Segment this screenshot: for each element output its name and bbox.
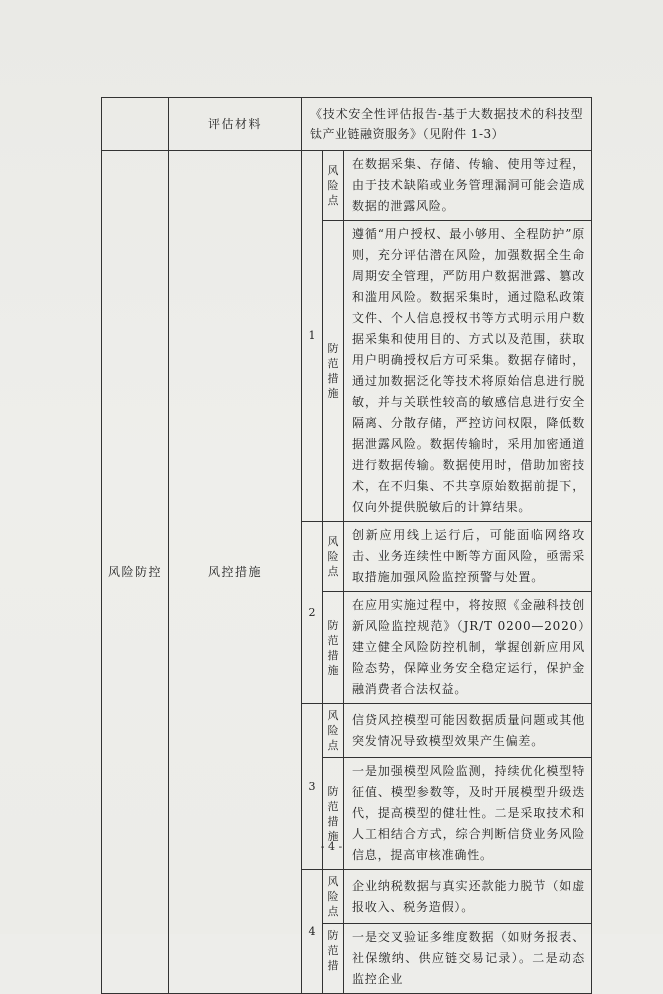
evaluation-table <box>101 97 592 994</box>
item-4-risk-label: 风 险 点 <box>323 870 344 924</box>
header-value: 《技术安全性评估报告-基于大数据技术的科技型钛产业链融资服务》（见附件 1-3） <box>302 98 592 151</box>
section-subcategory: 风控措施 <box>169 151 302 994</box>
item-2-risk-label: 风 险 点 <box>323 522 344 592</box>
item-3-measure-label: 防 范 措 施 <box>323 758 344 870</box>
header-label: 评估材料 <box>169 98 302 151</box>
item-4-measure-label: 防 范 措 <box>323 924 344 994</box>
item-3-risk-text: 信贷风控模型可能因数据质量问题或其他突发情况导致模型效果产生偏差。 <box>344 704 592 758</box>
item-1-risk-text: 在数据采集、存储、传输、使用等过程，由于技术缺陷或业务管理漏洞可能会造成数据的泄露风险。 <box>344 151 592 221</box>
item-1-number: 1 <box>302 151 323 522</box>
item-1-measure-label: 防 范 措 施 <box>323 221 344 522</box>
item-2-risk-text: 创新应用线上运行后，可能面临网络攻击、业务连续性中断等方面风险，亟需采取措施加强风险监控预警与处置。 <box>344 522 592 592</box>
section-category: 风险防控 <box>102 151 169 994</box>
item-4-measure-text: 一是交叉验证多维度数据（如财务报表、社保缴纳、供应链交易记录）。二是动态监控企业 <box>344 924 592 994</box>
item-1-risk-label: 风 险 点 <box>323 151 344 221</box>
header-blank-cell <box>102 98 169 151</box>
item-1-risk-row <box>102 151 592 221</box>
page-number: - 4 - <box>320 840 343 853</box>
header-row <box>102 98 592 151</box>
item-4-number: 4 <box>302 870 323 994</box>
item-3-number: 3 <box>302 704 323 870</box>
item-1-measure-text: 遵循“用户授权、最小够用、全程防护”原则，充分评估潜在风险，加强数据全生命周期安全管理，严防用户数据泄露、篡改和滥用风险。数据采集时，通过隐私政策文件、个人信息授权书等方式明示用户数据采集和使用目的、方式以及范围，获取用户明确授权后方可采集。数据存储时，通过加数据泛化等技术将原始信息进行脱敏，并与关联性较高的敏感信息进行安全隔离、分散存储，严控访问权限，降低数据泄露风险。数据传输时，采用加密通道进行数据传输。数据使用时，借助加密技术，在不归集、不共享原始数据前提下，仅向外提供脱敏后的计算结果。 <box>344 221 592 522</box>
item-2-number: 2 <box>302 522 323 704</box>
item-3-measure-text: 一是加强模型风险监测，持续优化模型特征值、模型参数等，及时开展模型升级迭代，提高模型的健壮性。二是采取技术和人工相结合方式，综合判断信贷业务风险信息，提高审核准确性。 <box>344 758 592 870</box>
item-2-measure-label: 防 范 措 施 <box>323 592 344 704</box>
item-4-risk-text: 企业纳税数据与真实还款能力脱节（如虚报收入、税务造假）。 <box>344 870 592 924</box>
item-3-risk-label: 风 险 点 <box>323 704 344 758</box>
item-2-measure-text: 在应用实施过程中，将按照《金融科技创新风险监控规范》（JR/T 0200—2020）建立健全风险防控机制，掌握创新应用风险态势，保障业务安全稳定运行，保护金融消费者合法权益。 <box>344 592 592 704</box>
